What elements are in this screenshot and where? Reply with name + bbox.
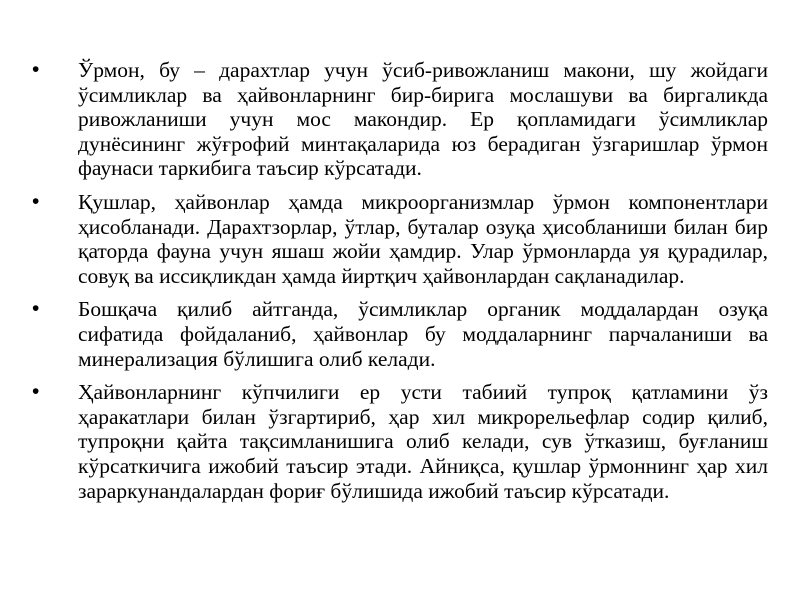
bullet-list	[32, 58, 768, 512]
bullet-icon: •	[32, 297, 40, 321]
bullet-icon: •	[32, 58, 40, 81]
paragraph-text: Ҳайвонларнинг кўпчилиги ер усти табиий тупроқ қатламини ўз ҳаракатлари билан ўзгартириб, ҳар хил микрорельефлар содир қилиб, тупроқни қайта тақсимланишига олиб келади, сув ўтказиш, буғланиш кўрсаткичига ижобий таъсир этади. Айниқса, қушлар ўрмоннинг ҳар хил зараркунандалардан фориғ бўлишида ижобий таъсир кўрсатади.	[78, 380, 768, 503]
bullet-icon: •	[32, 380, 40, 404]
paragraph-text: Қушлар, ҳайвонлар ҳамда микроорганизмлар ўрмон компонентлари ҳисобланади. Дарахтзорлар, ўтлар, буталар озуқа ҳисобланиши билан бир қаторда фауна учун яшаш жойи ҳамдир. Улар ўрмонларда уя қурадилар, совуқ ва иссиқликдан ҳамда йиртқич ҳайвонлардан сақланадилар.	[78, 189, 768, 288]
paragraph-text: Бошқача қилиб айтганда, ўсимликлар органик моддалардан озуқа сифатида фойдаланиб, ҳайвонлар бу моддаларнинг парчаланиши ва минерализация бўлишига олиб келади.	[78, 297, 768, 371]
paragraph-text: Ўрмон, бу – дарахтлар учун ўсиб-ривожланиш макони, шу жойдаги ўсимликлар ва ҳайвонларнинг бир-бирига мослашуви ва биргаликда ривожланиши учун мос макондир. Ер қопламидаги ўсимликлар дунёсининг жўғрофий минтақаларида юз берадиган ўзгаришлар ўрмон фаунаси таркибига таъсир кўрсатади.	[78, 58, 768, 181]
bullet-item-forest-definition	[32, 58, 768, 181]
bullet-item-forest-components	[32, 190, 768, 288]
bullet-icon: •	[32, 189, 40, 213]
bullet-item-soil-effects	[32, 380, 768, 503]
bullet-item-organic-matter	[32, 297, 768, 371]
